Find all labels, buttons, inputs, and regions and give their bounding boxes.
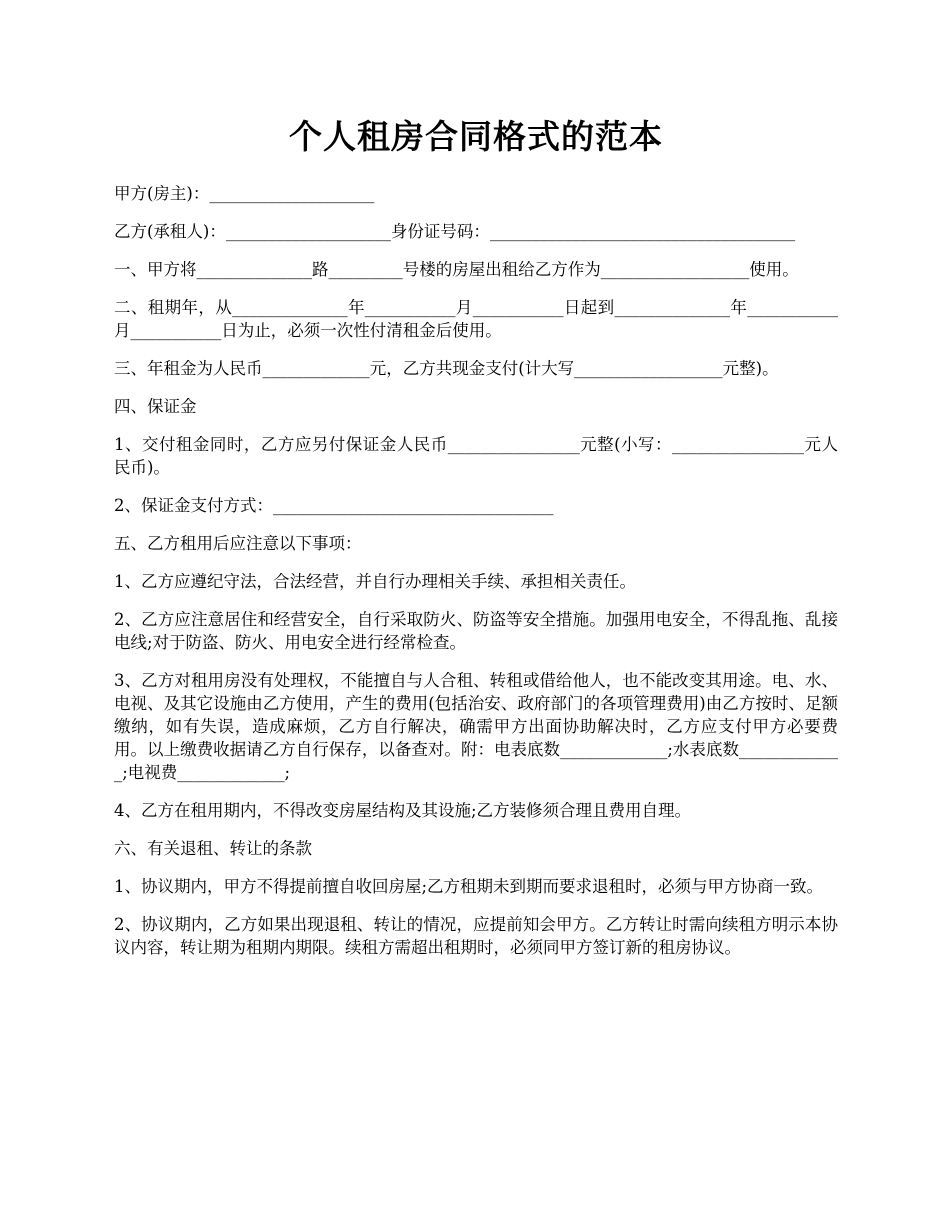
party-b-line: 乙方(承租人)：____________________身份证号码：_____________________________________ [114,222,796,241]
clause-5-heading: 五、乙方租用后应注意以下事项： [114,534,362,553]
document-page [114,112,838,974]
clause-4-heading: 四、保证金 [114,397,197,416]
clause-5-item-3: 3、乙方对租用房没有处理权，不能擅自与人合租、转租或借给他人，也不能改变其用途。电、水、电视、及其它设施由乙方使用，产生的费用(包括治安、政府部门的各项管理费用)由乙方按时、足额缴纳，如有失误，造成麻烦，乙方自行解决，确需甲方出面协助解决时，乙方应支付甲方必要费用。以上缴费收据请乙方自行保存，以备查对。附：电表底数_____________;水表底数_____________;电视费_____________; [114,671,838,782]
clause-4-item-2: 2、保证金支付方式：__________________________________ [114,496,554,515]
clause-5-item-2: 2、乙方应注意居住和经营安全，自行采取防火、防盗等安全措施。加强用电安全，不得乱拖、乱接电线;对于防盗、防火、用电安全进行经常检查。 [114,610,838,652]
clause-4-item-1: 1、交付租金同时，乙方应另付保证金人民币________________元整(小写：________________元人民币)。 [114,435,838,477]
clause-1-property: 一、甲方将______________路_________号楼的房屋出租给乙方作为__________________使用。 [114,260,799,279]
clause-3-rent: 三、年租金为人民币_____________元，乙方共现金支付(计大写__________________元整)。 [114,359,779,378]
party-a-line: 甲方(房主)：____________________ [114,184,375,203]
clause-5-item-4: 4、乙方在租用期内，不得改变房屋结构及其设施;乙方装修须合理且费用自理。 [114,801,692,820]
clause-2-term: 二、租期年，从______________年___________月___________日起到______________年___________月___________日为止，必须一次性付清租金后使用。 [114,298,838,340]
clause-6-item-1: 1、协议期内，甲方不得提前擅自收回房屋;乙方租期未到期而要求退租时，必须与甲方协商一致。 [114,877,824,896]
document-title: 个人租房合同格式的范本 [289,117,663,156]
clause-5-item-1: 1、乙方应遵纪守法，合法经营，并自行办理相关手续、承担相关责任。 [114,572,636,591]
clause-6-item-2: 2、协议期内，乙方如果出现退租、转让的情况，应提前知会甲方。乙方转让时需向续租方明示本协议内容，转让期为租期内期限。续租方需超出租期时，必须同甲方签订新的租房协议。 [114,915,838,957]
clause-6-heading: 六、有关退租、转让的条款 [114,839,312,858]
